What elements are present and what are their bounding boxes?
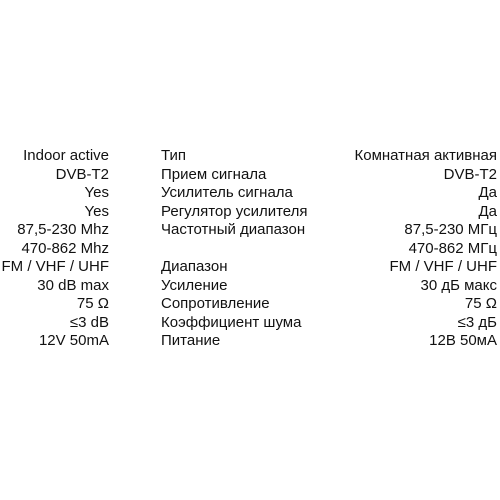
- spec-value-ru: ≤3 дБ: [457, 313, 497, 331]
- spec-row-frequency-1: [0, 221, 500, 240]
- spec-row-type: [0, 147, 500, 166]
- spec-value-ru: Да: [478, 202, 497, 220]
- spec-row-power: [0, 332, 500, 351]
- spec-value-ru: Комнатная активная: [354, 147, 497, 164]
- spec-row-signal: [0, 166, 500, 185]
- spec-row-impedance: [0, 295, 500, 314]
- spec-value-ru: 12В 50мА: [429, 332, 497, 349]
- spec-label: Питание: [161, 332, 221, 349]
- spec-value-ru: DVB-T2: [443, 165, 497, 183]
- spec-label: Усилитель сигнала: [161, 184, 293, 201]
- spec-label: Частотный диапазон: [161, 221, 306, 238]
- spec-value-en: 12V 50mA: [38, 332, 109, 349]
- spec-value-ru: 75 Ω: [464, 295, 497, 312]
- spec-value-en: FM / VHF / UHF: [1, 258, 109, 275]
- spec-value-en: Indoor active: [23, 147, 109, 164]
- spec-value-ru: 30 дБ макс: [420, 276, 497, 294]
- spec-value-en: 75 Ω: [76, 295, 109, 312]
- spec-label: Тип: [161, 147, 187, 164]
- spec-row-gain: [0, 277, 500, 296]
- spec-label: Прием сигнала: [161, 165, 267, 183]
- spec-value-en: Yes: [84, 202, 109, 220]
- spec-row-band: [0, 258, 500, 277]
- spec-row-noise: [0, 314, 500, 333]
- spec-value-ru: 87,5-230 МГц: [404, 221, 497, 238]
- spec-label: Усиление: [161, 276, 228, 294]
- spec-label: Регулятор усилителя: [161, 202, 308, 220]
- spec-value-en: ≤3 dB: [69, 313, 109, 331]
- spec-value-ru: Да: [478, 184, 497, 201]
- spec-value-ru: FM / VHF / UHF: [389, 258, 497, 275]
- spec-value-ru: 470-862 МГц: [408, 239, 497, 257]
- spec-label: Диапазон: [161, 258, 228, 275]
- spec-value-en: DVB-T2: [55, 165, 109, 183]
- spec-label: Сопротивление: [161, 295, 270, 312]
- spec-row-amp-control: [0, 203, 500, 222]
- spec-value-en: 470-862 Mhz: [21, 239, 109, 257]
- spec-value-en: Yes: [84, 184, 109, 201]
- spec-row-amplifier: [0, 184, 500, 203]
- spec-row-frequency-2: [0, 240, 500, 259]
- spec-value-en: 87,5-230 Mhz: [17, 221, 109, 238]
- spec-label: Коэффициент шума: [161, 313, 302, 331]
- spec-value-en: 30 dB max: [37, 276, 109, 294]
- spec-table: [0, 147, 500, 351]
